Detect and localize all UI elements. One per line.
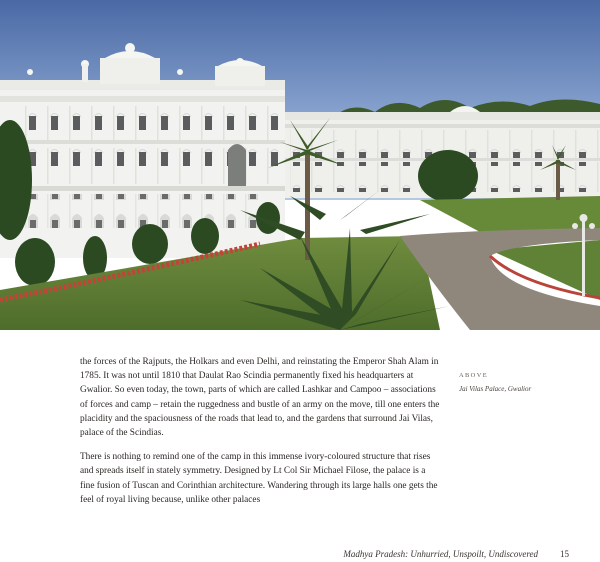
caption-text: Jai Vilas Palace, Gwalior xyxy=(459,385,532,393)
caption-label: ABOVE xyxy=(459,372,489,379)
photo-caption xyxy=(459,372,579,393)
page-number: 15 xyxy=(560,549,569,559)
article-body xyxy=(80,355,440,517)
running-footer-title: Madhya Pradesh: Unhurried, Unspoilt, Undiscovered xyxy=(343,549,538,559)
article-paragraph-1: the forces of the Rajputs, the Holkars and even Delhi, and reinstating the Emperor Shah Alam in 1785. It was not until 1810 that Daulat Rao Scindia permanently fixed his headquarters at Gwalior. So even today, the town, parts of which are called Lashkar and Campoo – associations of forces and camp – retain the ruggedness and bustle of an army on the move, till one enters the placidity and the spaciousness of the roads that lead to, and the gardens that surround Jai Vilas, palace of the Scindias. xyxy=(80,357,440,439)
article-paragraph-2: There is nothing to remind one of the camp in this immense ivory-coloured structure that rises and spreads itself in stately symmetry. Designed by Lt Col Sir Michael Filose, the palace is a fine fusion of Tuscan and Corinthian architecture. Wandering through its large halls one gets the feel of royal living because, unlike other palaces xyxy=(80,452,438,505)
page-footer xyxy=(0,549,600,561)
